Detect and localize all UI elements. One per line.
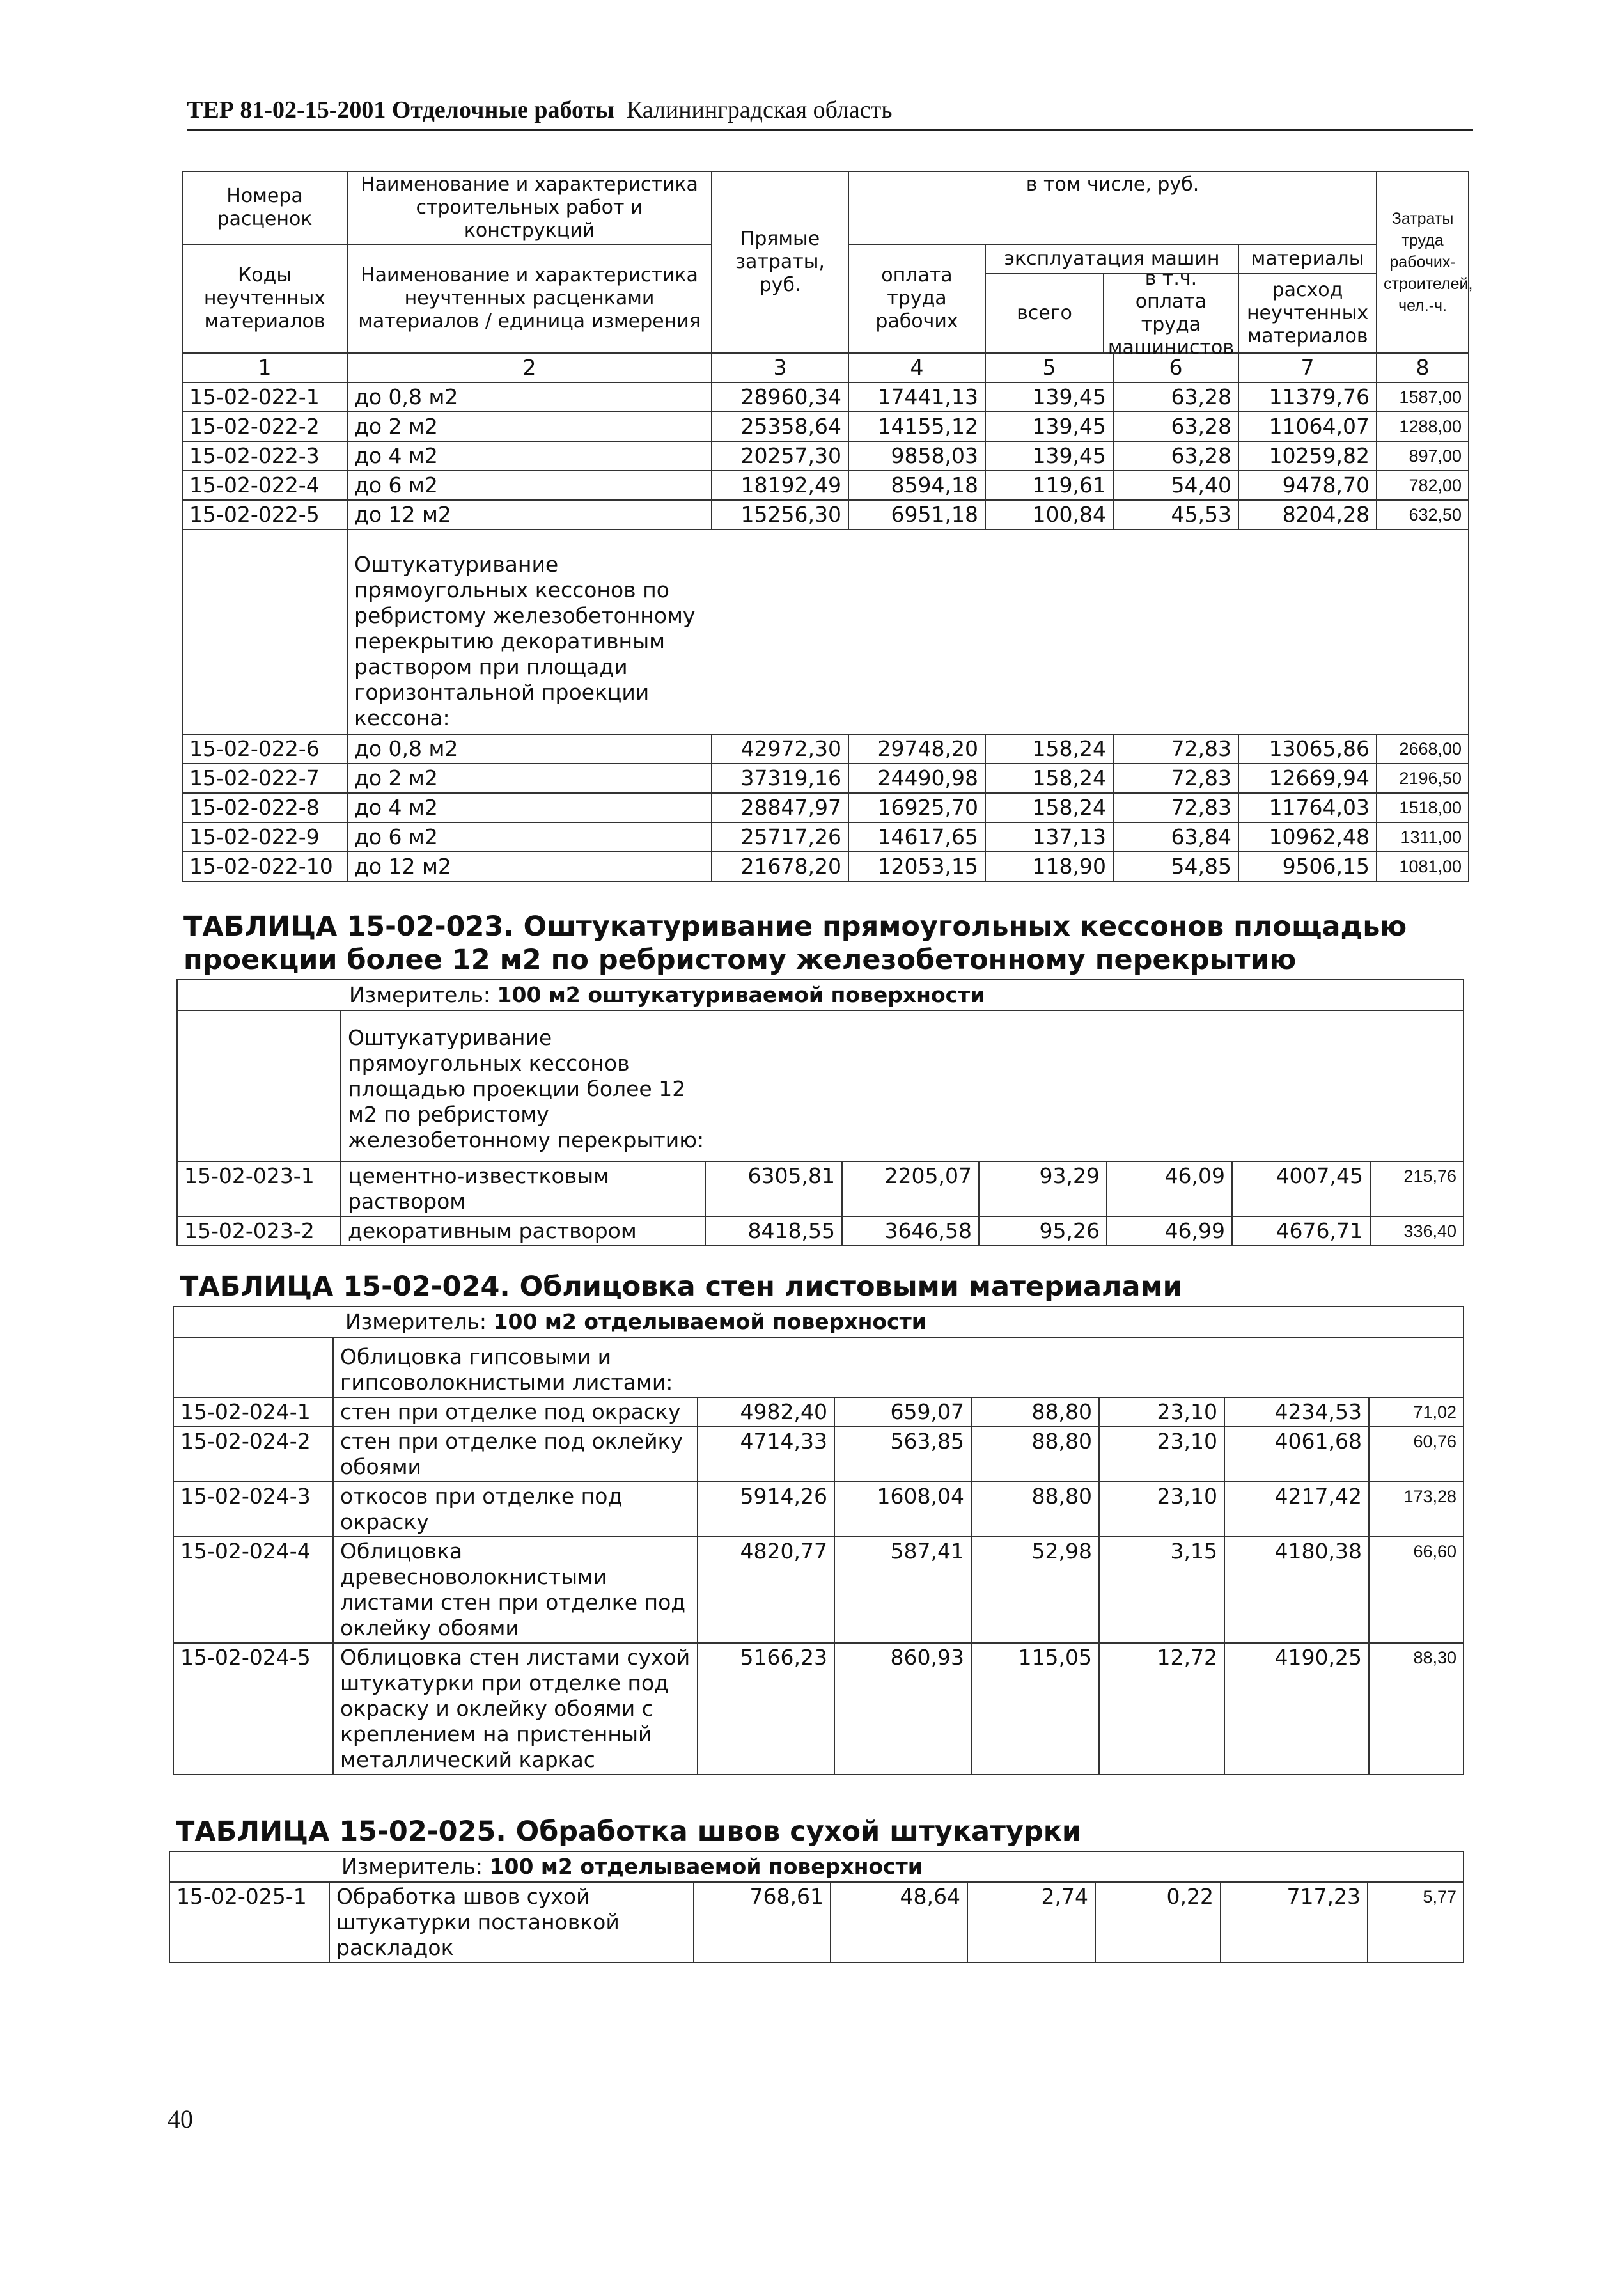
work-name: до 4 м2	[347, 793, 712, 822]
t023-measure	[177, 980, 1464, 1010]
measure-label: Измеритель:	[345, 1309, 487, 1334]
labor-pay: 6951,18	[848, 500, 985, 530]
col-num: 5	[985, 353, 1113, 382]
col-head-4: оплата труда рабочих	[848, 244, 985, 353]
machine-total: 2,74	[967, 1882, 1095, 1963]
doc-region: Калининградская область	[626, 97, 893, 123]
machine-total: 137,13	[985, 822, 1113, 852]
table-15-02-025	[169, 1797, 1464, 1963]
materials: 13065,86	[1238, 734, 1377, 764]
labor-pay: 587,41	[834, 1537, 971, 1643]
labor-pay: 16925,70	[848, 793, 985, 822]
col-head-1a: Номера расценок	[182, 171, 347, 244]
t023-group: Оштукатуривание прямоугольных кессонов площадью проекции более 12 м2 по ребристому железобетонному перекрытию:	[348, 1025, 705, 1152]
labor-hours: 215,76	[1370, 1161, 1464, 1216]
table-row	[177, 1161, 1464, 1216]
col-head-6: в т.ч. оплата труда машинистов	[1107, 267, 1235, 359]
rate-code: 15-02-022-5	[182, 500, 347, 530]
materials: 10259,82	[1238, 441, 1377, 471]
table-row	[182, 734, 1469, 764]
direct-cost: 25358,64	[712, 412, 848, 441]
measure-label: Измеритель:	[349, 982, 491, 1007]
col-head-5: всего	[986, 274, 1104, 352]
work-name: декоративным раствором	[341, 1216, 705, 1246]
machinist-pay: 45,53	[1113, 500, 1238, 530]
rate-code: 15-02-022-6	[182, 734, 347, 764]
labor-hours: 632,50	[1377, 500, 1469, 530]
labor-pay: 860,93	[834, 1643, 971, 1775]
direct-cost: 8418,55	[705, 1216, 842, 1246]
t025-caption: ТАБЛИЦА 15-02-025. Обработка швов сухой штукатурки	[169, 1797, 1464, 1851]
labor-hours: 88,30	[1369, 1643, 1464, 1775]
labor-hours: 2196,50	[1377, 764, 1469, 793]
table-row	[173, 1537, 1464, 1643]
labor-pay: 24490,98	[848, 764, 985, 793]
direct-cost: 4714,33	[698, 1427, 834, 1482]
work-name: до 4 м2	[347, 441, 712, 471]
work-name: Облицовка древесноволокнистыми листами стен при отделке под оклейку обоями	[333, 1537, 698, 1643]
machinist-pay: 23,10	[1099, 1427, 1224, 1482]
machinist-pay: 0,22	[1095, 1882, 1221, 1963]
t024-rows	[173, 1397, 1464, 1775]
measure-value: 100 м2 отделываемой поверхности	[489, 1854, 923, 1879]
col-head-2b: Наименование и характеристика неучтенных расценками материалов / единица измерения	[347, 244, 712, 353]
table-row	[182, 852, 1469, 881]
machinist-pay: 63,28	[1113, 441, 1238, 471]
materials: 4234,53	[1224, 1397, 1369, 1427]
rate-code: 15-02-025-1	[169, 1882, 329, 1963]
materials: 9478,70	[1238, 471, 1377, 500]
materials: 4007,45	[1232, 1161, 1370, 1216]
machinist-pay: 54,40	[1113, 471, 1238, 500]
t025-measure	[169, 1851, 1464, 1882]
col-num: 7	[1238, 353, 1377, 382]
t024-caption: ТАБЛИЦА 15-02-024. Облицовка стен листовыми материалами	[173, 1252, 1464, 1307]
rate-code: 15-02-022-8	[182, 793, 347, 822]
direct-cost: 768,61	[694, 1882, 831, 1963]
block2-title: Оштукатуривание прямоугольных кессонов по ребристому железобетонному перекрытию декоративным раствором при площади горизонтальной проекции кессона:	[354, 552, 696, 730]
machinist-pay: 63,84	[1113, 822, 1238, 852]
work-name: до 2 м2	[347, 412, 712, 441]
materials: 4217,42	[1224, 1482, 1369, 1537]
machine-total: 158,24	[985, 734, 1113, 764]
machine-total: 95,26	[979, 1216, 1107, 1246]
t023-caption: ТАБЛИЦА 15-02-023. Оштукатуривание прямоугольных кессонов площадью проекции более 12 м2 по ребристому железобетонному перекрытию	[177, 892, 1464, 980]
direct-cost: 42972,30	[712, 734, 848, 764]
col-head-incl	[848, 171, 1377, 244]
direct-cost: 18192,49	[712, 471, 848, 500]
work-name: стен при отделке под окраску	[333, 1397, 698, 1427]
mach-label: эксплуатация машин	[986, 245, 1238, 274]
machinist-pay: 3,15	[1099, 1537, 1224, 1643]
t024-measure	[173, 1307, 1464, 1337]
materials: 11379,76	[1238, 382, 1377, 412]
col-num: 6	[1113, 353, 1238, 382]
table-row	[182, 793, 1469, 822]
work-name: до 0,8 м2	[347, 382, 712, 412]
materials: 4676,71	[1232, 1216, 1370, 1246]
machinist-pay: 23,10	[1099, 1482, 1224, 1537]
col-num: 8	[1377, 353, 1469, 382]
col-head-8: Затраты труда рабочих-строителей, чел.-ч.	[1377, 171, 1469, 353]
table-row	[182, 441, 1469, 471]
incl-label: в том числе, руб.	[1026, 173, 1199, 196]
table-row	[173, 1427, 1464, 1482]
direct-cost: 6305,81	[705, 1161, 842, 1216]
materials: 4190,25	[1224, 1643, 1369, 1775]
direct-cost: 20257,30	[712, 441, 848, 471]
table-row	[173, 1397, 1464, 1427]
page-number: 40	[168, 2105, 193, 2133]
labor-pay: 563,85	[834, 1427, 971, 1482]
materials: 717,23	[1221, 1882, 1368, 1963]
materials: 4061,68	[1224, 1427, 1369, 1482]
labor-hours: 897,00	[1377, 441, 1469, 471]
labor-pay: 1608,04	[834, 1482, 971, 1537]
rate-code: 15-02-024-5	[173, 1643, 333, 1775]
rate-code: 15-02-024-1	[173, 1397, 333, 1427]
machine-total: 158,24	[985, 764, 1113, 793]
rate-code: 15-02-024-2	[173, 1427, 333, 1482]
labor-hours: 66,60	[1369, 1537, 1464, 1643]
materials: 8204,28	[1238, 500, 1377, 530]
rate-code: 15-02-022-1	[182, 382, 347, 412]
machine-total: 139,45	[985, 441, 1113, 471]
table-15-02-024	[173, 1252, 1464, 1775]
labor-hours: 336,40	[1370, 1216, 1464, 1246]
materials: 4180,38	[1224, 1537, 1369, 1643]
materials: 11764,03	[1238, 793, 1377, 822]
rate-code: 15-02-023-1	[177, 1161, 341, 1216]
col-num: 1	[182, 353, 347, 382]
direct-cost: 15256,30	[712, 500, 848, 530]
col-head-mat	[1238, 244, 1377, 353]
machine-total: 93,29	[979, 1161, 1107, 1216]
machine-total: 88,80	[971, 1397, 1099, 1427]
labor-hours: 60,76	[1369, 1427, 1464, 1482]
labor-pay: 12053,15	[848, 852, 985, 881]
column-numbers	[182, 353, 1469, 382]
machinist-pay: 12,72	[1099, 1643, 1224, 1775]
machine-total: 52,98	[971, 1537, 1099, 1643]
machinist-pay: 72,83	[1113, 734, 1238, 764]
labor-hours: 1081,00	[1377, 852, 1469, 881]
rate-code: 15-02-024-4	[173, 1537, 333, 1643]
page-header	[187, 95, 1473, 131]
machine-total: 139,45	[985, 382, 1113, 412]
rate-code: 15-02-024-3	[173, 1482, 333, 1537]
table-row	[173, 1482, 1464, 1537]
col-head-3: Прямые затраты, руб.	[712, 171, 848, 353]
direct-cost: 4982,40	[698, 1397, 834, 1427]
table-row	[182, 382, 1469, 412]
machine-total: 158,24	[985, 793, 1113, 822]
direct-cost: 5914,26	[698, 1482, 834, 1537]
machinist-pay: 63,28	[1113, 412, 1238, 441]
rate-code: 15-02-022-3	[182, 441, 347, 471]
rate-code: 15-02-022-10	[182, 852, 347, 881]
work-name: до 2 м2	[347, 764, 712, 793]
labor-hours: 1311,00	[1377, 822, 1469, 852]
direct-cost: 5166,23	[698, 1643, 834, 1775]
direct-cost: 4820,77	[698, 1537, 834, 1643]
work-name: до 12 м2	[347, 852, 712, 881]
direct-cost: 25717,26	[712, 822, 848, 852]
rate-code: 15-02-022-2	[182, 412, 347, 441]
col-head-7: расход неучтенных материалов	[1246, 279, 1369, 347]
work-name: до 6 м2	[347, 822, 712, 852]
materials: 11064,07	[1238, 412, 1377, 441]
col-head-2a: Наименование и характеристика строительных работ и конструкций	[347, 171, 712, 244]
work-name: цементно-известковым раствором	[341, 1161, 705, 1216]
table-row	[182, 500, 1469, 530]
rate-code: 15-02-022-4	[182, 471, 347, 500]
work-name: до 6 м2	[347, 471, 712, 500]
work-name: Обработка швов сухой штукатурки постановкой раскладок	[329, 1882, 694, 1963]
col-head-1b: Коды неучтенных материалов	[182, 244, 347, 353]
table-15-02-023	[176, 892, 1464, 1246]
block1-rows	[182, 382, 1469, 530]
labor-pay: 48,64	[831, 1882, 967, 1963]
work-name: до 0,8 м2	[347, 734, 712, 764]
labor-pay: 14617,65	[848, 822, 985, 852]
materials: 10962,48	[1238, 822, 1377, 852]
rate-code: 15-02-023-2	[177, 1216, 341, 1246]
table-row	[182, 822, 1469, 852]
labor-pay: 9858,03	[848, 441, 985, 471]
direct-cost: 37319,16	[712, 764, 848, 793]
labor-hours: 1587,00	[1377, 382, 1469, 412]
direct-cost: 28847,97	[712, 793, 848, 822]
machinist-pay: 23,10	[1099, 1397, 1224, 1427]
labor-hours: 1288,00	[1377, 412, 1469, 441]
measure-value: 100 м2 оштукатуриваемой поверхности	[497, 982, 985, 1007]
table-row	[182, 412, 1469, 441]
labor-hours: 173,28	[1369, 1482, 1464, 1537]
measure-value: 100 м2 отделываемой поверхности	[493, 1309, 926, 1334]
labor-pay: 17441,13	[848, 382, 985, 412]
labor-hours: 2668,00	[1377, 734, 1469, 764]
machine-total: 100,84	[985, 500, 1113, 530]
direct-cost: 28960,34	[712, 382, 848, 412]
machine-total: 139,45	[985, 412, 1113, 441]
col-head-mach	[985, 244, 1238, 359]
labor-hours: 71,02	[1369, 1397, 1464, 1427]
machinist-pay: 72,83	[1113, 764, 1238, 793]
machine-total: 115,05	[971, 1643, 1099, 1775]
table-row	[182, 764, 1469, 793]
work-name: до 12 м2	[347, 500, 712, 530]
machinist-pay: 72,83	[1113, 793, 1238, 822]
t025-rows	[169, 1882, 1464, 1963]
t023-rows	[177, 1161, 1464, 1246]
labor-hours: 782,00	[1377, 471, 1469, 500]
col-num: 2	[347, 353, 712, 382]
machinist-pay: 63,28	[1113, 382, 1238, 412]
machinist-pay: 54,85	[1113, 852, 1238, 881]
materials: 9506,15	[1238, 852, 1377, 881]
labor-hours: 1518,00	[1377, 793, 1469, 822]
col-num: 3	[712, 353, 848, 382]
labor-pay: 2205,07	[842, 1161, 979, 1216]
block2-rows	[182, 734, 1469, 881]
machinist-pay: 46,99	[1107, 1216, 1232, 1246]
table-row	[177, 1216, 1464, 1246]
materials: 12669,94	[1238, 764, 1377, 793]
machine-total: 118,90	[985, 852, 1113, 881]
direct-cost: 21678,20	[712, 852, 848, 881]
mat-label: материалы	[1239, 245, 1376, 274]
measure-label: Измеритель:	[341, 1854, 483, 1879]
work-name: откосов при отделке под окраску	[333, 1482, 698, 1537]
table-row	[169, 1882, 1464, 1963]
labor-pay: 14155,12	[848, 412, 985, 441]
labor-hours: 5,77	[1368, 1882, 1464, 1963]
work-name: Облицовка стен листами сухой штукатурки при отделке под окраску и оклейку обоями с креплением на пристенный металлический каркас	[333, 1643, 698, 1775]
col-num: 4	[848, 353, 985, 382]
doc-code: ТЕР 81-02-15-2001 Отделочные работы	[187, 97, 614, 123]
machine-total: 119,61	[985, 471, 1113, 500]
block2-title-row	[182, 530, 1469, 734]
rate-code: 15-02-022-9	[182, 822, 347, 852]
work-name: стен при отделке под оклейку обоями	[333, 1427, 698, 1482]
labor-pay: 3646,58	[842, 1216, 979, 1246]
labor-pay: 8594,18	[848, 471, 985, 500]
machine-total: 88,80	[971, 1427, 1099, 1482]
t024-group: Облицовка гипсовыми и гипсоволокнистыми листами:	[340, 1344, 673, 1395]
machinist-pay: 46,09	[1107, 1161, 1232, 1216]
rate-code: 15-02-022-7	[182, 764, 347, 793]
labor-pay: 659,07	[834, 1397, 971, 1427]
labor-pay: 29748,20	[848, 734, 985, 764]
machine-total: 88,80	[971, 1482, 1099, 1537]
main-table	[182, 171, 1473, 882]
table-row	[182, 471, 1469, 500]
table-row	[173, 1643, 1464, 1775]
